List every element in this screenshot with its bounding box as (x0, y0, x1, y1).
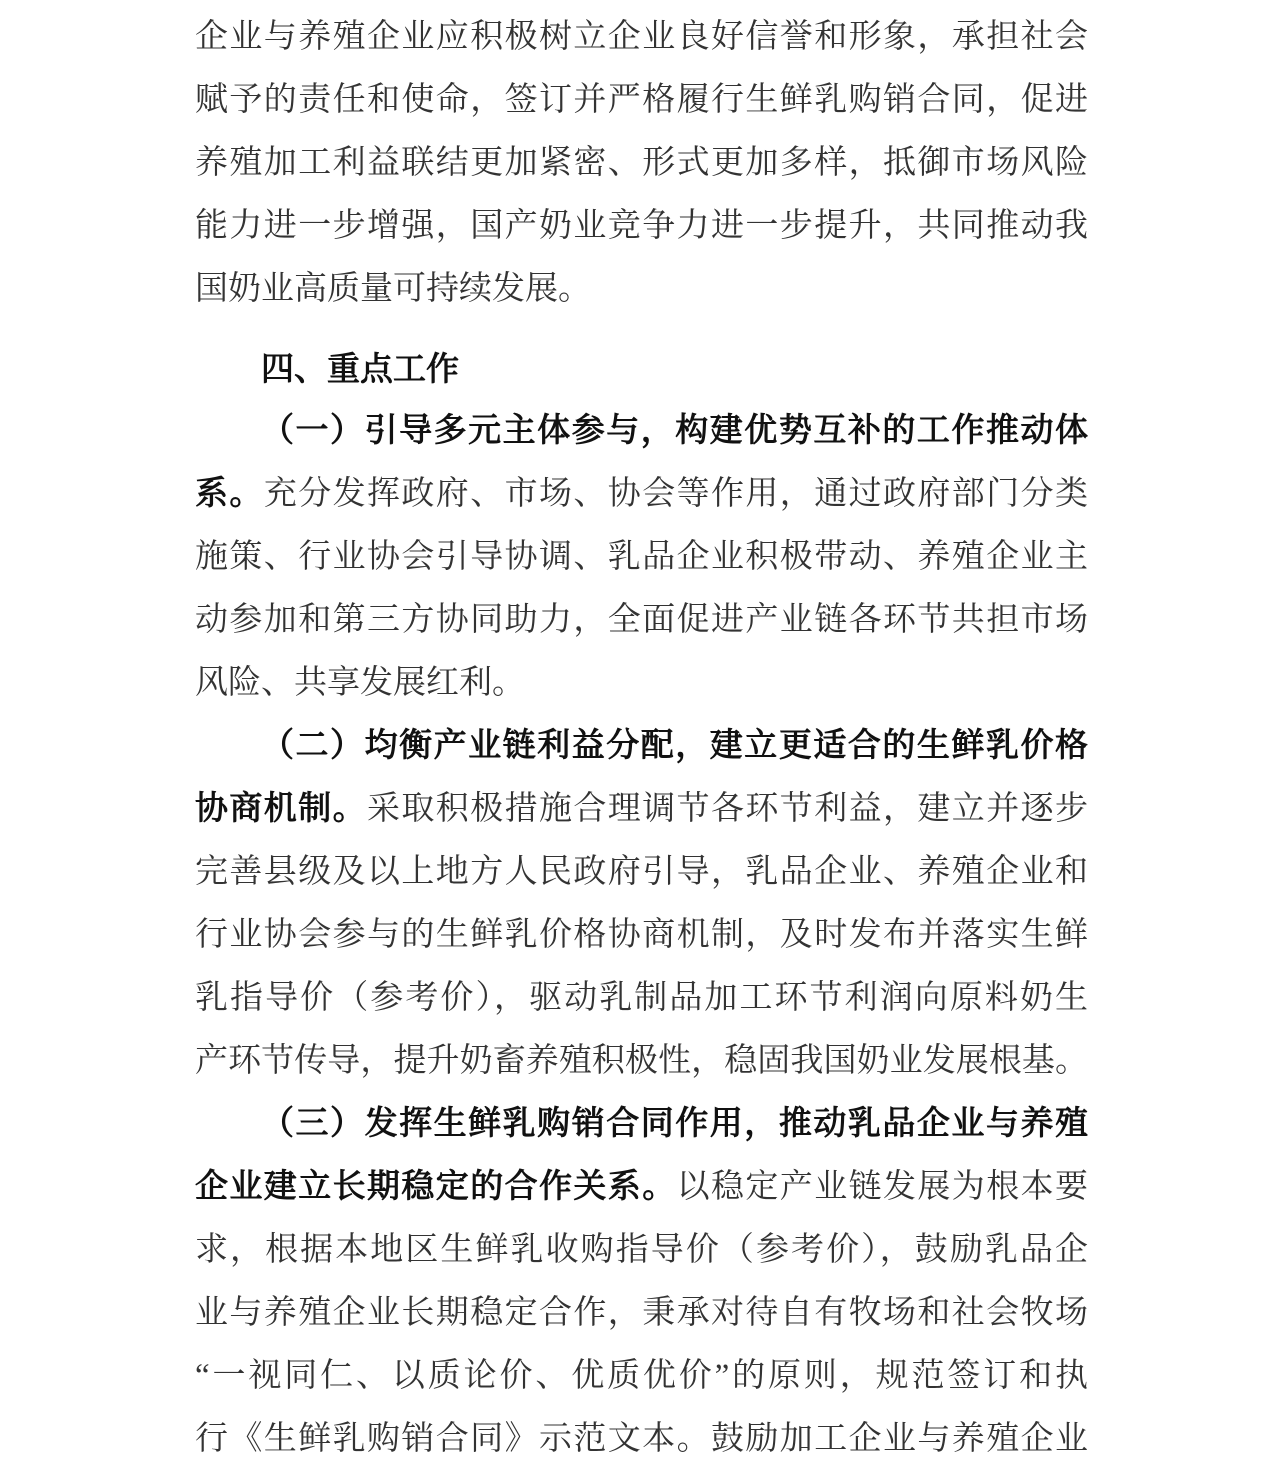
document-text-column (195, 6, 1088, 1471)
paragraph-intro-continuation-line-1 (195, 6, 1088, 69)
paragraph-item-2-line-6 (195, 1030, 1088, 1093)
paragraph-intro-continuation-line-5 (195, 258, 1088, 321)
paragraph-intro-continuation-line-2 (195, 69, 1088, 132)
text-segment: 行业协会参与的生鲜乳价格协商机制，及时发布并落实生鲜 (195, 917, 1088, 953)
bold-text-segment: （三）发挥生鲜乳购销合同作用，推动乳品企业与养殖 (261, 1106, 1088, 1142)
text-segment: 养殖加工利益联结更加紧密、形式更加多样，抵御市场风险 (195, 145, 1088, 181)
paragraph-item-1-line-5 (195, 652, 1088, 715)
text-segment: 国奶业高质量可持续发展。 (195, 271, 591, 307)
text-segment: 乳指导价（参考价），驱动乳制品加工环节利润向原料奶生 (195, 980, 1088, 1016)
paragraph-item-1-line-3 (195, 526, 1088, 589)
paragraph-item-2-line-4 (195, 904, 1088, 967)
heading-section-4-key-work-line-1 (195, 337, 1088, 400)
text-segment: 赋予的责任和使命，签订并严格履行生鲜乳购销合同，促进 (195, 82, 1088, 118)
text-segment: 业与养殖企业长期稳定合作，秉承对待自有牧场和社会牧场 (195, 1295, 1088, 1331)
paragraph-item-1-line-4 (195, 589, 1088, 652)
bold-text-segment: 协商机制。 (195, 791, 367, 827)
paragraph-item-1 (195, 400, 1088, 715)
bold-text-segment: 企业建立长期稳定的合作关系。 (195, 1169, 677, 1205)
text-segment: 产环节传导，提升奶畜养殖积极性，稳固我国奶业发展根基。 (195, 1043, 1088, 1079)
paragraph-item-1-line-2 (195, 463, 1088, 526)
text-segment: “一视同仁、以质论价、优质优价”的原则，规范签订和执 (195, 1358, 1088, 1394)
text-segment: 动参加和第三方协同助力，全面促进产业链各环节共担市场 (195, 602, 1088, 638)
text-segment: 施策、行业协会引导协调、乳品企业积极带动、养殖企业主 (195, 539, 1088, 575)
heading-section-4-key-work (195, 337, 1088, 400)
paragraph-intro-continuation (195, 6, 1088, 321)
paragraph-item-2-line-5 (195, 967, 1088, 1030)
paragraph-item-3-line-1 (195, 1093, 1088, 1156)
text-segment: 以稳定产业链发展为根本要 (676, 1169, 1088, 1205)
paragraph-item-3-line-2 (195, 1156, 1088, 1219)
text-segment: 完善县级及以上地方人民政府引导，乳品企业、养殖企业和 (195, 854, 1088, 890)
paragraph-item-2-line-3 (195, 841, 1088, 904)
text-segment: 充分发挥政府、市场、协会等作用，通过政府部门分类 (263, 476, 1088, 512)
paragraph-item-2 (195, 715, 1088, 1093)
paragraph-item-3-line-4 (195, 1282, 1088, 1345)
text-segment: 企业与养殖企业应积极树立企业良好信誉和形象，承担社会 (195, 19, 1088, 55)
text-segment: 求，根据本地区生鲜乳收购指导价（参考价），鼓励乳品企 (195, 1232, 1088, 1268)
paragraph-item-2-line-1 (195, 715, 1088, 778)
paragraph-intro-continuation-line-4 (195, 195, 1088, 258)
text-segment: 采取积极措施合理调节各环节利益，建立并逐步 (367, 791, 1088, 827)
text-segment: 能力进一步增强，国产奶业竞争力进一步提升，共同推动我 (195, 208, 1088, 244)
bold-text-segment: 系。 (195, 476, 264, 512)
paragraph-item-1-line-1 (195, 400, 1088, 463)
text-segment: 风险、共享发展红利。 (195, 665, 525, 701)
paragraph-item-3 (195, 1093, 1088, 1471)
bold-text-segment: （二）均衡产业链利益分配，建立更适合的生鲜乳价格 (261, 728, 1088, 764)
paragraph-intro-continuation-line-3 (195, 132, 1088, 195)
paragraph-item-2-line-2 (195, 778, 1088, 841)
bold-text-segment: （一）引导多元主体参与，构建优势互补的工作推动体 (261, 413, 1088, 449)
paragraph-item-3-line-5 (195, 1345, 1088, 1408)
paragraph-item-3-line-3 (195, 1219, 1088, 1282)
paragraph-item-3-line-6 (195, 1408, 1088, 1471)
bold-text-segment: 四、重点工作 (261, 350, 459, 387)
text-segment: 行《生鲜乳购销合同》示范文本。鼓励加工企业与养殖企业 (195, 1421, 1088, 1457)
